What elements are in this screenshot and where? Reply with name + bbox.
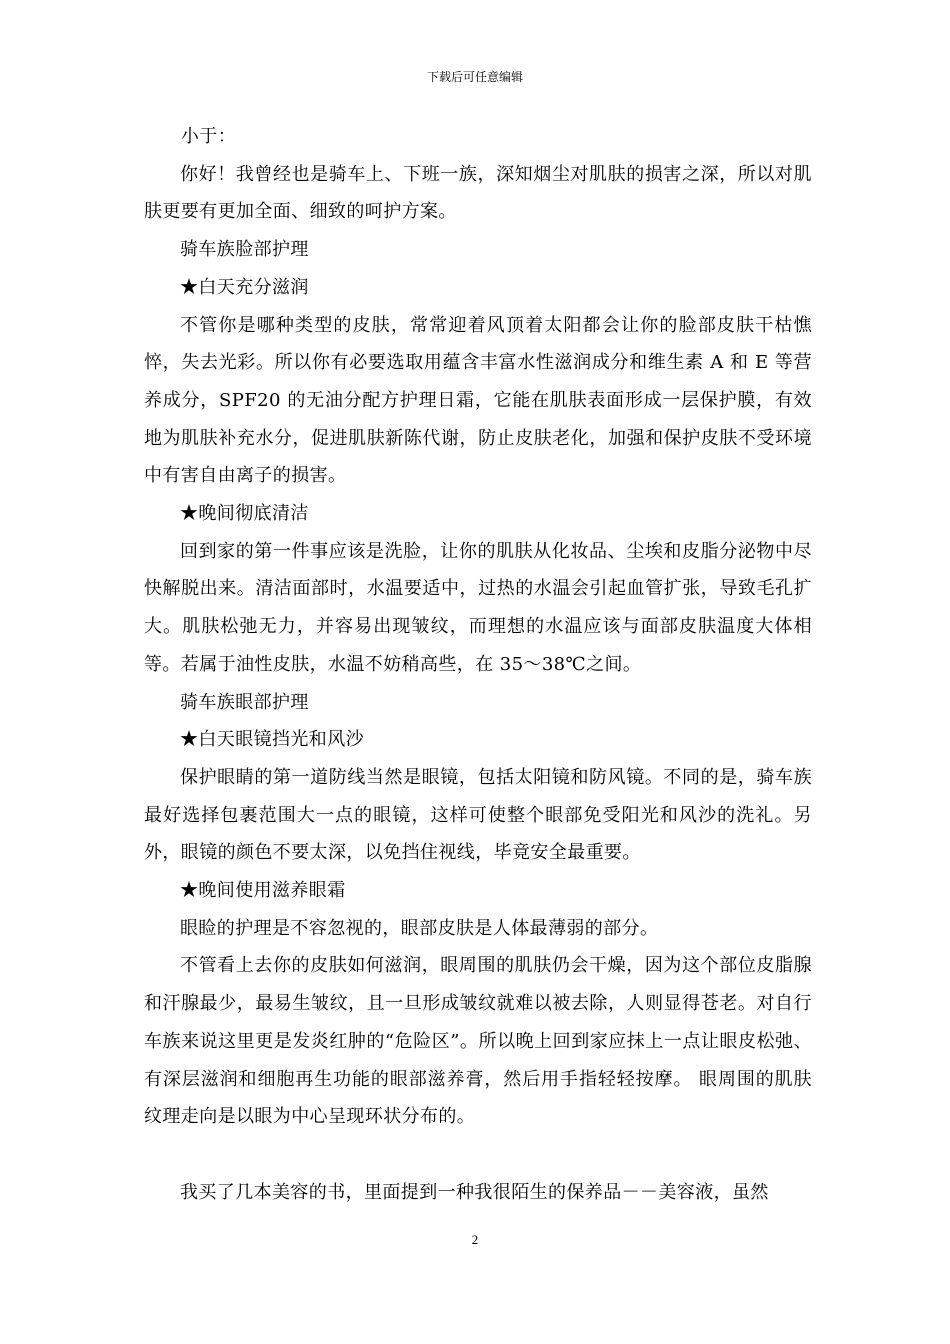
section-heading-face: 骑车族脸部护理 xyxy=(180,239,309,261)
page-number: 2 xyxy=(471,1232,479,1247)
paragraph-beauty-books: 我买了几本美容的书，里面提到一种我很陌生的保养品－－美容液，虽然 xyxy=(180,1181,769,1203)
subheading-night-eye-cream: ★晚间使用滋养眼霜 xyxy=(180,880,346,902)
salutation: 小于： xyxy=(180,126,237,147)
subheading-night-cleanse: ★晚间彻底清洁 xyxy=(180,503,309,525)
subheading-day-glasses: ★白天眼镜挡光和风沙 xyxy=(180,729,364,751)
letter-body xyxy=(144,118,812,1211)
paragraph-day-glasses: 保护眼睛的第一道防线当然是眼镜，包括太阳镜和防风镜。不同的是，骑车族最好选择包裹范围大一点的眼镜，这样可使整个眼部免受阳光和风沙的洗礼。另外，眼镜的颜色不要太深，以免挡住视线，毕竟安全最重要。 xyxy=(144,766,812,864)
paragraph-day-moisturize: 不管你是哪种类型的皮肤，常常迎着风顶着太阳都会让你的脸部皮肤干枯憔悴，失去光彩。所以你有必要选取用蕴含丰富水性滋润成分和维生素 A 和 E 等营养成分，SPF20 的无油分配方护理日霜，它能在肌肤表面形成一层保护膜，有效地为肌肤补充水分，促进肌肤新陈代谢，防止皮肤老化，加强和保护皮肤不受环境中有害自由离子的损害。 xyxy=(144,314,812,487)
page-header: 下载后可任意编辑 xyxy=(426,70,523,84)
paragraph-eyelid-care: 眼睑的护理是不容忽视的，眼部皮肤是人体最薄弱的部分。 xyxy=(180,917,659,939)
paragraph-intro: 你好！我曾经也是骑车上、下班一族，深知烟尘对肌肤的损害之深，所以对肌肤更要有更加全面、细致的呵护方案。 xyxy=(144,163,812,223)
paragraph-night-cleanse: 回到家的第一件事应该是洗脸，让你的肌肤从化妆品、尘埃和皮脂分泌物中尽快解脱出来。清洁面部时，水温要适中，过热的水温会引起血管扩张，导致毛孔扩大。肌肤松弛无力，并容易出现皱纹，而理想的水温应该与面部皮肤温度大体相等。若属于油性皮肤，水温不妨稍高些，在 35～38℃之间。 xyxy=(144,540,812,675)
subheading-day-moisturize: ★白天充分滋润 xyxy=(180,276,309,298)
section-heading-eyes: 骑车族眼部护理 xyxy=(180,691,309,713)
paragraph-eye-dryness: 不管看上去你的皮肤如何滋润，眼周围的肌肤仍会干燥，因为这个部位皮脂腺和汗腺最少，最易生皱纹，且一旦形成皱纹就难以被去除，人则显得苍老。对自行车族来说这里更是发炎红肿的“危险区”。所以晚上回到家应抹上一点让眼皮松弛、有深层滋润和细胞再生功能的眼部滋养膏，然后用手指轻轻按摩。 眼周围的肌肤纹理走向是以眼为中心呈现环状分布的。 xyxy=(144,955,812,1128)
